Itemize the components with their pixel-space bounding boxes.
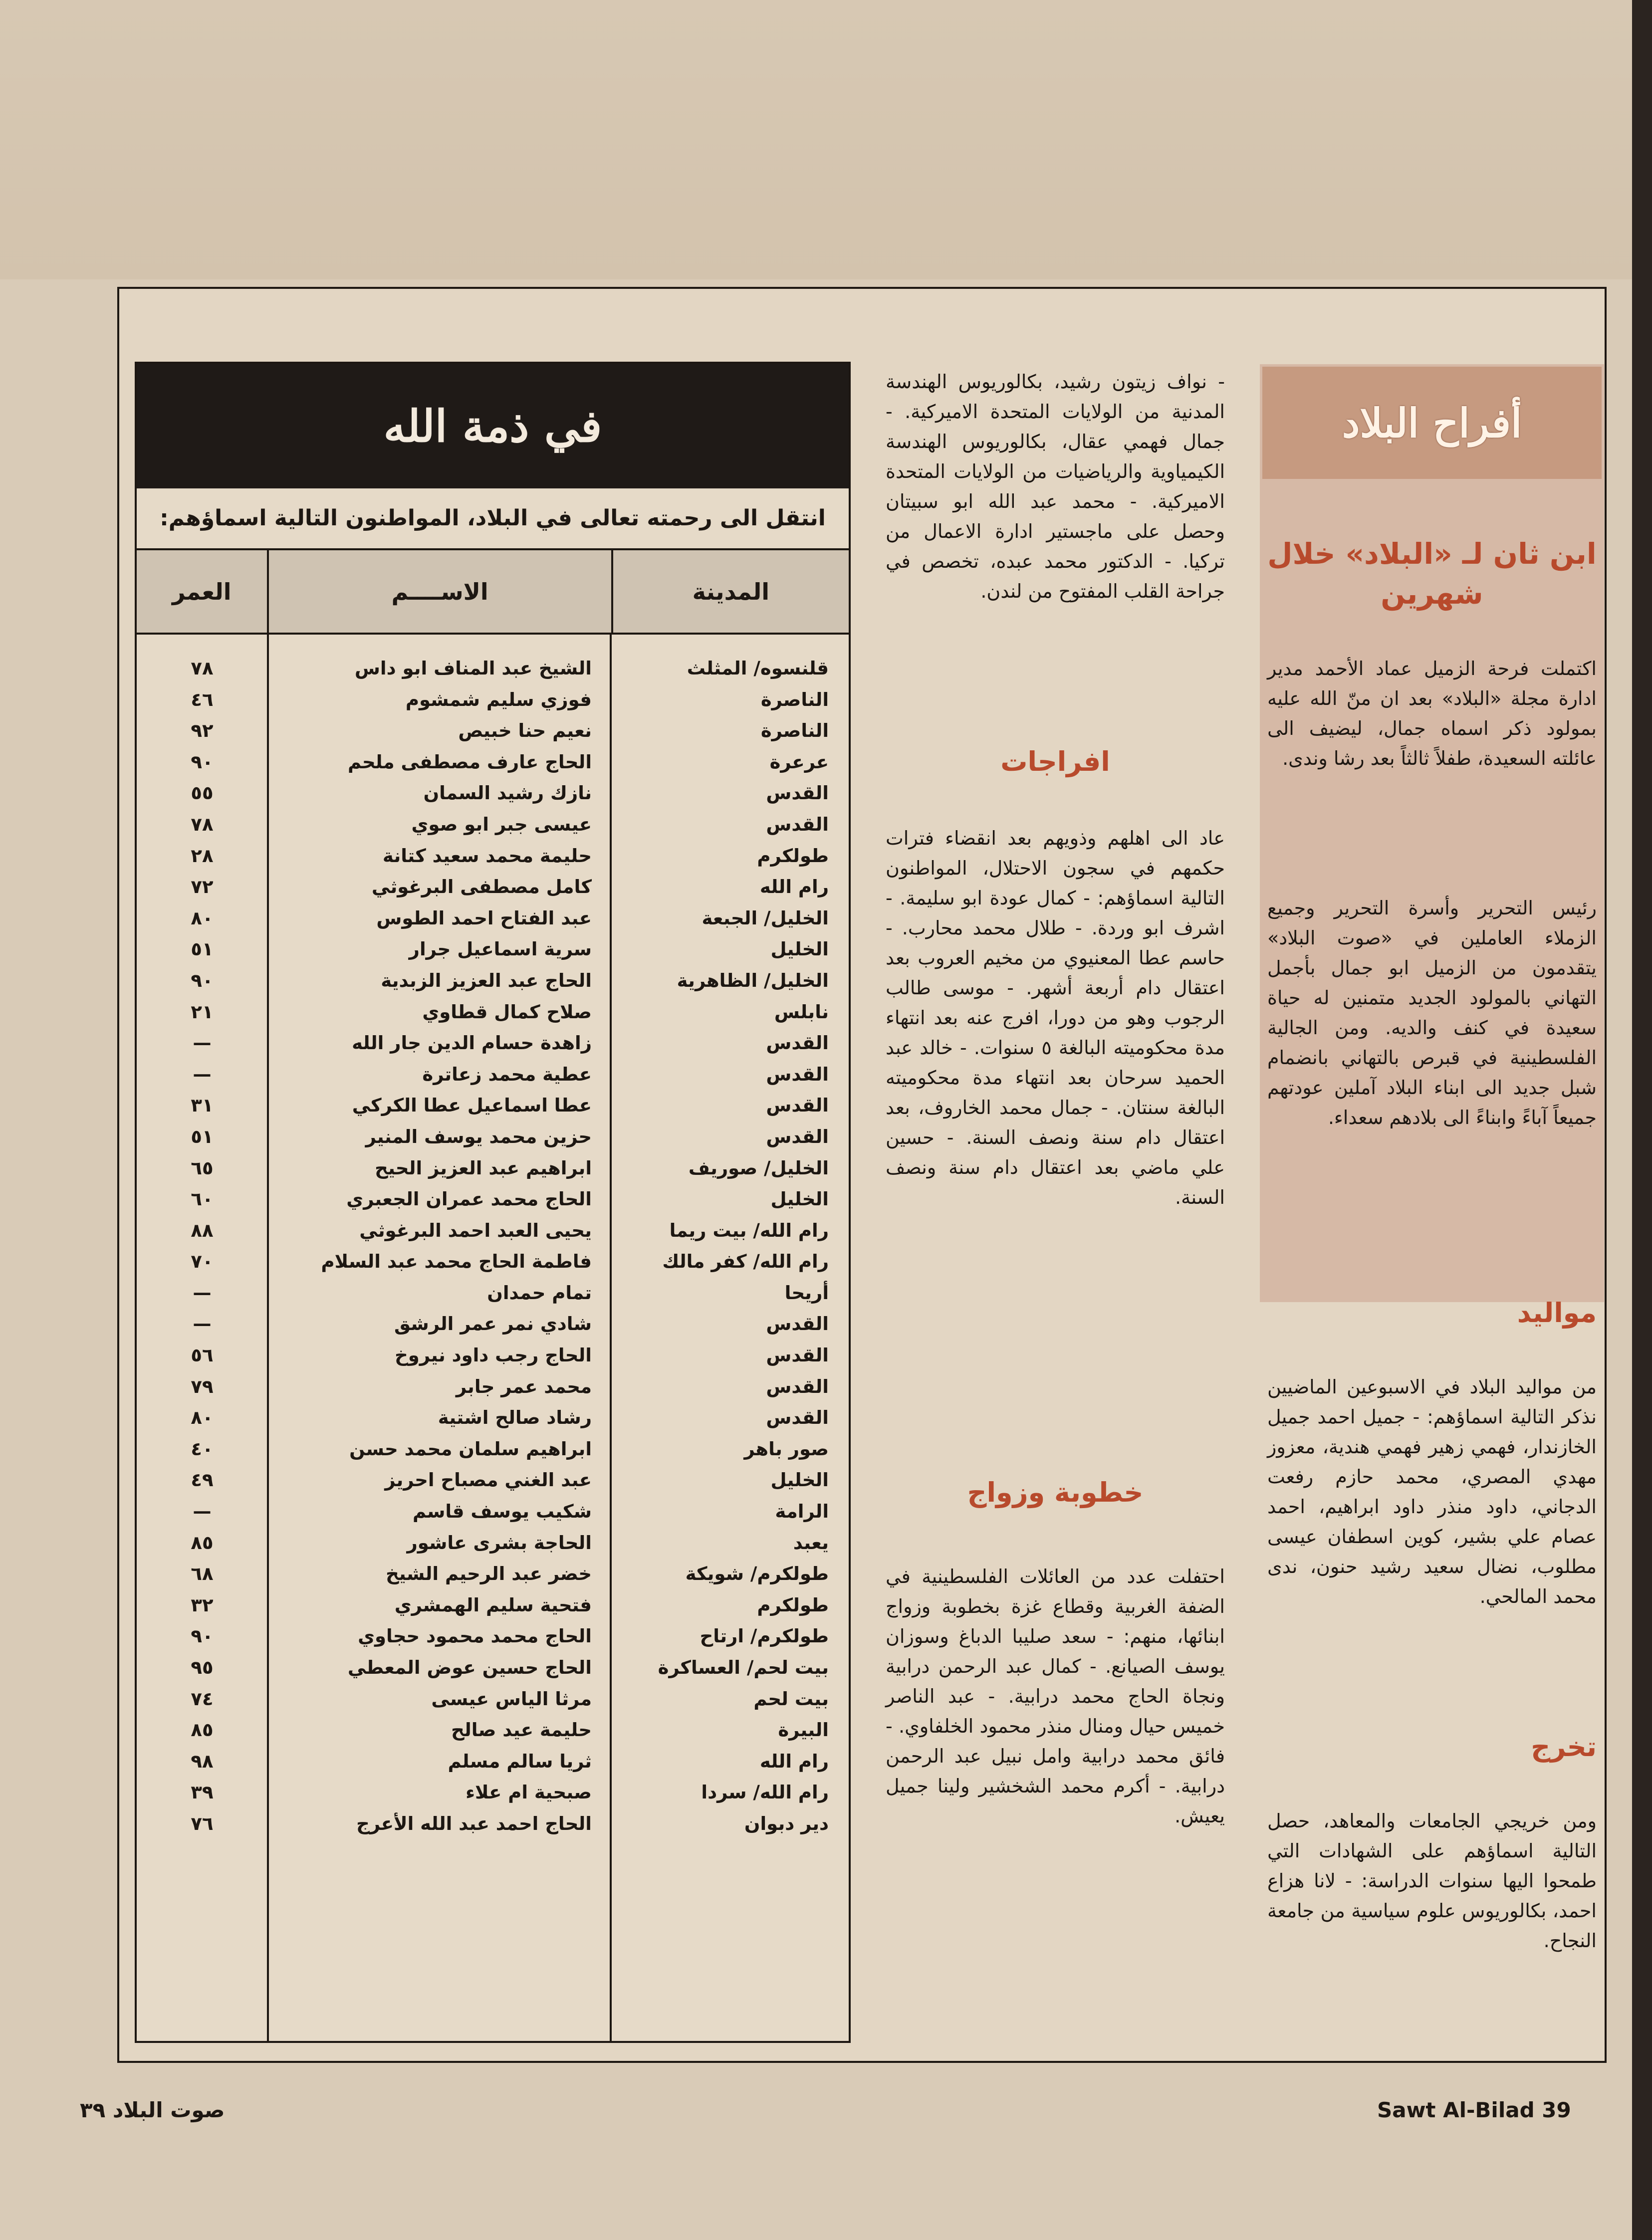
table-row (137, 934, 849, 965)
cell-name: ثريا سالم مسلم (448, 1750, 592, 1772)
header-name: الاســــم (267, 550, 611, 633)
table-row (137, 684, 849, 716)
cell-name: صلاح كمال قطاوي (422, 1001, 592, 1023)
cell-name: ابراهيم سلمان محمد حسن (349, 1438, 592, 1460)
table-row (137, 1746, 849, 1778)
cell-name: شادي نمر عمر الرشق (394, 1313, 592, 1335)
engagement-text: احتفلت عدد من العائلات الفلسطينية في الضفة الغربية وقطاع غزة بخطوبة وزواج ابنائها، منهم: - سعد صليبا الدباغ وسوزان يوسف الصيانع. - كمال عبد الرحمن درابية ونجاة الحاج محمد درابية. - عبد الناصر خميس حيال ومنال منذر محمود الخلفاوي. - فائق محمد درابية وامل نبيل عبد الرحمن درابية. - أكرم محمد الشخشير ولينا جميل يعيش. (886, 1566, 1225, 1827)
cell-age: ٨٥ (191, 1719, 214, 1741)
cell-age: ٧٠ (191, 1251, 214, 1273)
cell-city: الخليل/ الظاهرية (677, 969, 829, 991)
cell-name: الحاج رجب داود نيروخ (395, 1344, 592, 1366)
table-row (137, 1621, 849, 1652)
obituary-header (137, 364, 849, 488)
cell-age: ٨٠ (191, 1407, 214, 1429)
cell-name: عيسى جبر ابو صوي (411, 813, 592, 835)
cell-city: القدس (766, 1032, 829, 1054)
cell-name: صبحية ام علاء (466, 1782, 592, 1803)
cell-age: — (193, 1282, 212, 1304)
table-row (137, 1808, 849, 1840)
table-row (137, 1434, 849, 1465)
table-row (137, 1309, 849, 1340)
cell-name: سرية اسماعيل جرار (409, 938, 592, 960)
cell-city: رام الله/ بيت ريما (669, 1219, 829, 1241)
cell-age: ٤٩ (191, 1469, 214, 1491)
section-banner (1262, 367, 1602, 479)
cell-age: ٨٨ (191, 1219, 214, 1241)
cell-city: طولكرم/ شويكة (685, 1563, 829, 1585)
cell-name: شكيب يوسف قاسم (413, 1501, 592, 1523)
table-row (137, 1028, 849, 1059)
cell-name: عبد الغني مصباح احريز (385, 1469, 592, 1491)
celebrations-box (1260, 364, 1604, 1302)
cell-name: عبد الفتاح احمد الطوس (376, 907, 592, 929)
cell-city: الناصرة (760, 720, 829, 742)
cell-name: فتحية سليم الهمشري (394, 1594, 592, 1616)
announcement-heading: ابن ثان لـ «البلاد» خلال شهرين (1267, 537, 1597, 611)
table-row (137, 1215, 849, 1247)
table-row (137, 1652, 849, 1684)
births-text: من مواليد البلاد في الاسبوعين الماضيين نذكر التالية اسماؤهم: - جميل احمد جميل الخازندار، فهمي زهير فهمي هندية، معزوز مهدي المصري، محمد حازم رفعت الدجاني، داود منذر داود ابراهيم، احمد عصام علي بشير، كوين اسطفان عيسى مطلوب، نضال سعيد رشيد حنون، ندى محمد المالحي. (1267, 1376, 1597, 1607)
engagement-heading: خطوبة وزواج (967, 1477, 1144, 1508)
table-row (137, 1340, 849, 1371)
cell-name: ابراهيم عبد العزيز الحيح (375, 1157, 592, 1179)
cell-age: ٥١ (191, 1125, 214, 1147)
cell-name: تمام حمدان (487, 1282, 592, 1304)
page-background (0, 0, 1632, 279)
cell-age: ٧٨ (191, 813, 214, 835)
cell-city: القدس (766, 1375, 829, 1397)
cell-city: البيرة (778, 1719, 829, 1741)
cell-name: الحاجة بشرى عاشور (407, 1532, 592, 1554)
cell-city: قلنسوه/ المثلث (687, 658, 829, 679)
graduates-list: - نواف زيتون رشيد، بكالوريوس الهندسة المدنية من الولايات المتحدة الاميركية. - جمال فهمي عقال، بكالوريوس الهندسة الكيمياوية والرياضيات من الولايات المتحدة الاميركية. - محمد عبد الله ابو سبيتان وحصل على ماجستير ادارة الاعمال من تركيا. - الدكتور محمد عبده، تخصص في جراحة القلب المفتوح من لندن. (886, 371, 1225, 602)
section-title: أفراح البلاد (1342, 399, 1522, 447)
cell-name: نعيم حنا خبيص (458, 720, 592, 742)
table-row (137, 778, 849, 809)
table-row (137, 715, 849, 747)
cell-age: ٩٨ (191, 1750, 214, 1772)
cell-age: ٧٢ (191, 876, 214, 898)
cell-name: الحاج محمد محمود حجاوي (358, 1625, 592, 1647)
table-row (137, 1528, 849, 1559)
cell-age: ٣١ (191, 1095, 214, 1117)
cell-age: ٦٨ (191, 1563, 214, 1585)
cell-name: يحيى العبد احمد البرغوثي (359, 1219, 592, 1241)
table-row (137, 903, 849, 934)
table-row (137, 841, 849, 872)
cell-city: رام الله/ سردا (701, 1782, 829, 1803)
table-row (137, 1246, 849, 1278)
cell-name: عطية محمد زعاترة (422, 1063, 592, 1085)
cell-age: ٥٥ (191, 782, 214, 804)
cell-age: ٥١ (191, 938, 214, 960)
cell-city: الخليل/ الجبعة (702, 907, 829, 929)
cell-name: كامل مصطفى البرغوثي (371, 876, 592, 898)
cell-name: نازك رشيد السمان (423, 782, 592, 804)
cell-city: عرعرة (769, 751, 829, 773)
footer-page-label-arabic: صوت البلاد ٣٩ (80, 2098, 225, 2122)
obituary-box (135, 362, 851, 2043)
table-row (137, 1121, 849, 1153)
releases-heading: افراجات (1000, 746, 1110, 777)
cell-city: الخليل (770, 1188, 829, 1210)
cell-city: الخليل (770, 938, 829, 960)
cell-name: حزين محمد يوسف المنير (365, 1125, 592, 1147)
cell-name: الحاج عبد العزيز الزبدية (381, 969, 592, 991)
cell-age: ٢٨ (191, 845, 214, 867)
cell-name: مرثا الياس عيسى (431, 1688, 592, 1710)
cell-age: ٩٠ (191, 751, 214, 773)
cell-city: صور باهر (744, 1438, 829, 1460)
cell-age: ٨٥ (191, 1532, 214, 1554)
cell-name: حليمة محمد سعيد كتانة (382, 845, 592, 867)
header-age: العمر (172, 578, 232, 605)
table-row (137, 1278, 849, 1309)
cell-city: نابلس (774, 1001, 829, 1023)
cell-age: ٧٦ (191, 1812, 214, 1834)
cell-city: القدس (766, 1313, 829, 1335)
cell-age: — (193, 1313, 212, 1335)
cell-age: ٩٠ (191, 1625, 214, 1647)
table-row (137, 1715, 849, 1746)
cell-name: الشيخ عبد المناف ابو داس (354, 658, 592, 679)
table-row (137, 1090, 849, 1121)
cell-name: زاهدة حسام الدين جار الله (352, 1032, 592, 1054)
table-row (137, 965, 849, 997)
table-row (137, 1153, 849, 1184)
table-row (137, 1496, 849, 1528)
cell-city: أريحا (784, 1282, 829, 1304)
births-heading: مواليد (1517, 1297, 1597, 1329)
cell-name: الحاج احمد عبد الله الأعرج (356, 1812, 592, 1834)
cell-city: الناصرة (760, 688, 829, 710)
table-row (137, 653, 849, 684)
cell-age: ٤٦ (191, 688, 214, 710)
cell-city: بيت لحم/ العساكرة (658, 1657, 829, 1678)
binding-edge (1632, 0, 1652, 2240)
obituary-column-headers (137, 550, 849, 635)
table-row (137, 1590, 849, 1621)
cell-city: القدس (766, 813, 829, 835)
cell-name: فاطمة الحاج محمد عبد السلام (321, 1251, 592, 1273)
cell-age: ٦٥ (191, 1157, 214, 1179)
cell-city: طولكرم (757, 845, 829, 867)
cell-city: يعبد (793, 1532, 829, 1554)
table-row (137, 997, 849, 1028)
cell-name: الحاج عارف مصطفى ملحم (347, 751, 592, 773)
cell-age: ٦٠ (191, 1188, 214, 1210)
cell-city: رام الله/ كفر مالك (662, 1251, 829, 1273)
graduation-text: ومن خريجي الجامعات والمعاهد، حصل التالية اسماؤهم على الشهادات التي طمحوا اليها سنوات الدراسة: - لانا هزاع احمد، بكالوريوس علوم سياسية من جامعة النجاح. (1267, 1810, 1597, 1952)
cell-name: محمد عمر جابر (456, 1375, 592, 1397)
cell-city: القدس (766, 1407, 829, 1429)
table-row (137, 1184, 849, 1215)
cell-age: ٧٤ (191, 1688, 214, 1710)
cell-age: ٩٥ (191, 1657, 214, 1678)
cell-city: طولكرم/ ارتاح (700, 1625, 829, 1647)
cell-name: الحاج حسين عوض المعطي (347, 1657, 592, 1678)
obituary-rows (137, 653, 849, 1840)
cell-city: الخليل/ صوريف (688, 1157, 829, 1179)
table-row (137, 1402, 849, 1434)
releases-text: عاد الى اهلهم وذويهم بعد انقضاء فترات حكمهم في سجون الاحتلال، المواطنون التالية اسماؤهم: - كمال عودة ابو سليمة. - اشرف ابو وردة. - طلال محمد محارب. - حاسم عطا المعنيوي من مخيم العروب بعد اعتقال دام أربعة أشهر. - موسى طالب الرجوب وهو من دورا، افرج عنه بعد انتهاء مدة محكوميته البالغة ٥ سنوات. - خالد عبد الحميد سرحان بعد انتهاء مدة محكوميته البالغة سنتان. - جمال محمد الخاروف، بعد اعتقال دام سنة ونصف السنة. - حسين علي ماضي بعد اعتقال دام سنة ونصف السنة. (886, 827, 1225, 1208)
obituary-intro: انتقل الى رحمته تعالى في البلاد، المواطنون التالية اسماؤهم: (137, 488, 849, 550)
table-row (137, 872, 849, 903)
cell-city: القدس (766, 782, 829, 804)
cell-city: القدس (766, 1063, 829, 1085)
header-city: المدينة (611, 550, 849, 633)
table-row (137, 1465, 849, 1496)
cell-city: الخليل (770, 1469, 829, 1491)
announcement-text: اكتملت فرحة الزميل عماد الأحمد مدير ادارة مجلة «البلاد» بعد ان منّ الله عليه بمولود ذكر اسماه جمال، ليضيف الى عائلته السعيدة، طفلاً ثالثاً بعد رشا وندى. (1267, 658, 1597, 769)
cell-city: القدس (766, 1095, 829, 1117)
table-row (137, 747, 849, 778)
cell-age: — (193, 1032, 212, 1054)
cell-age: ٩٢ (191, 720, 214, 742)
cell-age: ٥٦ (191, 1344, 214, 1366)
cell-age: ٤٠ (191, 1438, 214, 1460)
cell-city: الرامة (775, 1501, 829, 1523)
table-row (137, 1559, 849, 1590)
cell-age: ٧٩ (191, 1375, 214, 1397)
cell-city: بيت لحم (753, 1688, 829, 1710)
cell-city: رام الله (759, 876, 829, 898)
cell-name: رشاد صالح اشتية (438, 1407, 592, 1429)
cell-city: القدس (766, 1125, 829, 1147)
cell-age: ٢١ (191, 1001, 214, 1023)
cell-age: ٧٨ (191, 658, 214, 679)
cell-city: رام الله (759, 1750, 829, 1772)
footer-page-label: Sawt Al-Bilad 39 (1377, 2098, 1571, 2122)
table-row (137, 1777, 849, 1808)
graduation-heading: تخرج (1531, 1731, 1597, 1763)
cell-name: فوزي سليم شمشوم (405, 688, 592, 710)
cell-city: القدس (766, 1344, 829, 1366)
cell-age: ٣٩ (191, 1782, 214, 1803)
table-row (137, 1371, 849, 1403)
cell-name: عطا اسماعيل عطا الكركي (352, 1095, 592, 1117)
cell-city: طولكرم (757, 1594, 829, 1616)
cell-age: ٨٠ (191, 907, 214, 929)
cell-age: ٣٢ (191, 1594, 214, 1616)
cell-age: — (193, 1063, 212, 1085)
cell-age: — (193, 1501, 212, 1523)
table-row (137, 809, 849, 841)
cell-age: ٩٠ (191, 969, 214, 991)
table-row (137, 1059, 849, 1091)
cell-city: دير دبوان (744, 1812, 829, 1834)
cell-name: الحاج محمد عمران الجعبري (346, 1188, 592, 1210)
obituary-title: في ذمة الله (383, 400, 602, 452)
cell-name: خضر عبد الرحيم الشيخ (386, 1563, 592, 1585)
table-row (137, 1684, 849, 1715)
cell-name: حليمة عيد صالح (451, 1719, 592, 1741)
announcement-text-2: رئيس التحرير وأسرة التحرير وجميع الزملاء العاملين في «صوت البلاد» يتقدمون من الزميل ابو جمال بأجمل التهاني بالمولود الجديد متمنين له حياة سعيدة في كنف والديه. ومن الجالية الفلسطينية في قبرص بالتهاني بانضمام شبل جديد الى ابناء البلاد آملين عودتهم جميعاً آباءً وابناءً الى بلادهم سعداء. (1267, 897, 1597, 1128)
